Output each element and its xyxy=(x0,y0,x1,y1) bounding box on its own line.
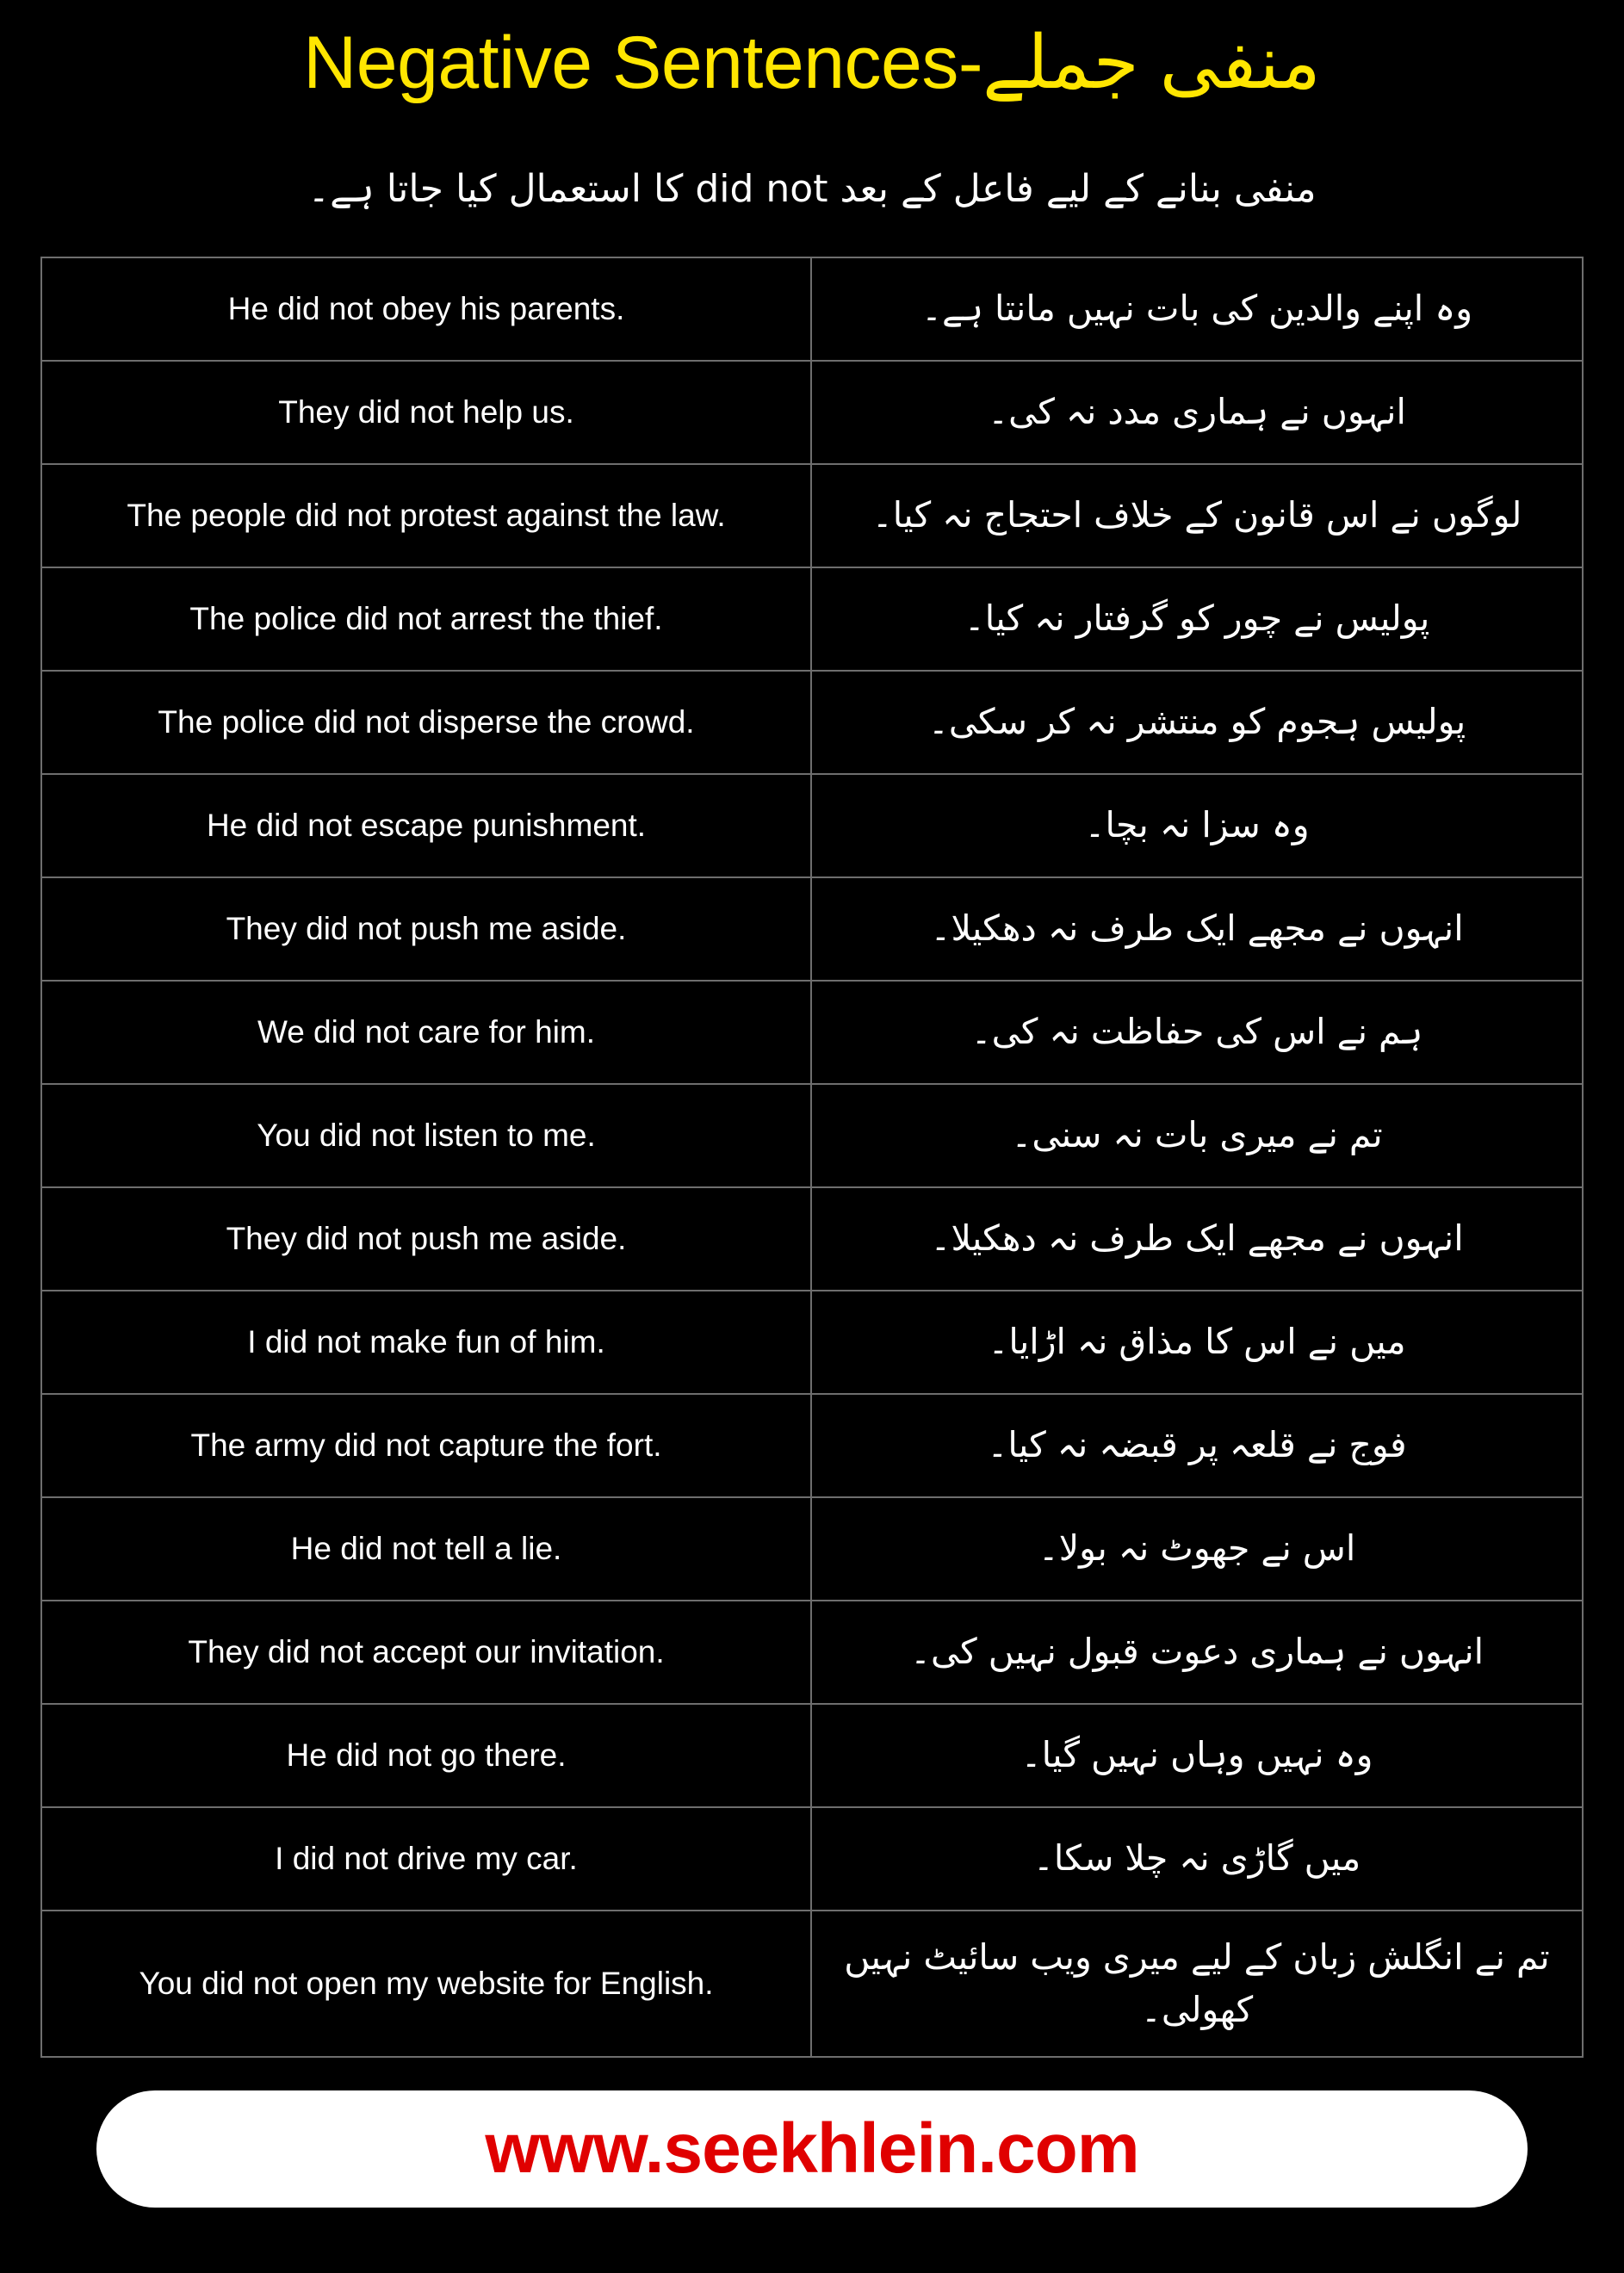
urdu-translation: میں نے اس کا مذاق نہ اڑایا۔ xyxy=(988,1321,1406,1363)
urdu-translation: وہ اپنے والدین کی بات نہیں مانتا ہے۔ xyxy=(920,288,1473,330)
english-sentence: They did not help us. xyxy=(42,362,812,463)
english-sentence: You did not listen to me. xyxy=(42,1085,812,1186)
urdu-translation: اس نے جھوٹ نہ بولا۔ xyxy=(1038,1527,1356,1570)
urdu-translation: فوج نے قلعہ پر قبضہ نہ کیا۔ xyxy=(987,1424,1407,1466)
table-row xyxy=(42,1705,1582,1808)
table-row xyxy=(42,1188,1582,1291)
table-row xyxy=(42,1395,1582,1498)
english-sentence: The police did not arrest the thief. xyxy=(42,568,812,670)
table-row xyxy=(42,1291,1582,1395)
table-row xyxy=(42,1808,1582,1911)
table-row xyxy=(42,775,1582,878)
english-sentence: The police did not disperse the crowd. xyxy=(42,672,812,773)
urdu-translation: تم نے میری بات نہ سنی۔ xyxy=(1011,1114,1383,1156)
urdu-translation: پولیس نے چور کو گرفتار نہ کیا۔ xyxy=(964,598,1430,640)
table-row xyxy=(42,1498,1582,1601)
english-sentence: I did not drive my car. xyxy=(42,1808,812,1910)
table-row xyxy=(42,1601,1582,1705)
urdu-translation: انہوں نے مجھے ایک طرف نہ دھکیلا۔ xyxy=(930,907,1464,950)
english-sentence: I did not make fun of him. xyxy=(42,1291,812,1393)
urdu-translation: وہ نہیں وہاں نہیں گیا۔ xyxy=(1020,1734,1373,1776)
urdu-translation: میں گاڑی نہ چلا سکا۔ xyxy=(1032,1837,1361,1880)
table-row xyxy=(42,878,1582,982)
website-banner xyxy=(96,2090,1528,2208)
table-row xyxy=(42,1085,1582,1188)
english-sentence: He did not escape punishment. xyxy=(42,775,812,876)
website-url[interactable]: www.seekhlein.com xyxy=(485,2109,1139,2189)
english-sentence: They did not accept our invitation. xyxy=(42,1601,812,1703)
english-sentence: He did not tell a lie. xyxy=(42,1498,812,1600)
english-sentence: You did not open my website for English. xyxy=(42,1911,812,2056)
english-sentence: They did not push me aside. xyxy=(42,878,812,980)
english-sentence: The army did not capture the fort. xyxy=(42,1395,812,1496)
english-sentence: He did not obey his parents. xyxy=(42,258,812,360)
table-row xyxy=(42,568,1582,672)
urdu-translation: پولیس ہجوم کو منتشر نہ کر سکی۔ xyxy=(927,701,1466,743)
urdu-translation: انہوں نے مجھے ایک طرف نہ دھکیلا۔ xyxy=(930,1217,1464,1260)
table-row xyxy=(42,672,1582,775)
english-sentence: He did not go there. xyxy=(42,1705,812,1806)
english-sentence: We did not care for him. xyxy=(42,982,812,1083)
table-row xyxy=(42,258,1582,362)
urdu-translation: وہ سزا نہ بچا۔ xyxy=(1084,804,1310,846)
table-row xyxy=(42,465,1582,568)
urdu-translation: ہم نے اس کی حفاظت نہ کی۔ xyxy=(970,1011,1423,1053)
rule-description: منفی بنانے کے لیے فاعل کے بعد did not کا استعمال کیا جاتا ہے۔ xyxy=(307,167,1317,212)
urdu-translation: انہوں نے ہماری دعوت قبول نہیں کی۔ xyxy=(909,1631,1485,1673)
table-row xyxy=(42,362,1582,465)
english-sentence: They did not push me aside. xyxy=(42,1188,812,1290)
table-row xyxy=(42,1911,1582,2058)
sentences-table xyxy=(40,257,1584,2058)
urdu-translation: انہوں نے ہماری مدد نہ کی۔ xyxy=(988,391,1406,433)
english-sentence: The people did not protest against the law. xyxy=(42,465,812,567)
page-title: Negative Sentences-منفی جملے xyxy=(303,22,1321,104)
urdu-translation: تم نے انگلش زبان کے لیے میری ویب سائیٹ نہیں کھولی۔ xyxy=(844,1935,1550,2031)
table-row xyxy=(42,982,1582,1085)
urdu-translation: لوگوں نے اس قانون کے خلاف احتجاج نہ کیا۔ xyxy=(871,494,1522,536)
